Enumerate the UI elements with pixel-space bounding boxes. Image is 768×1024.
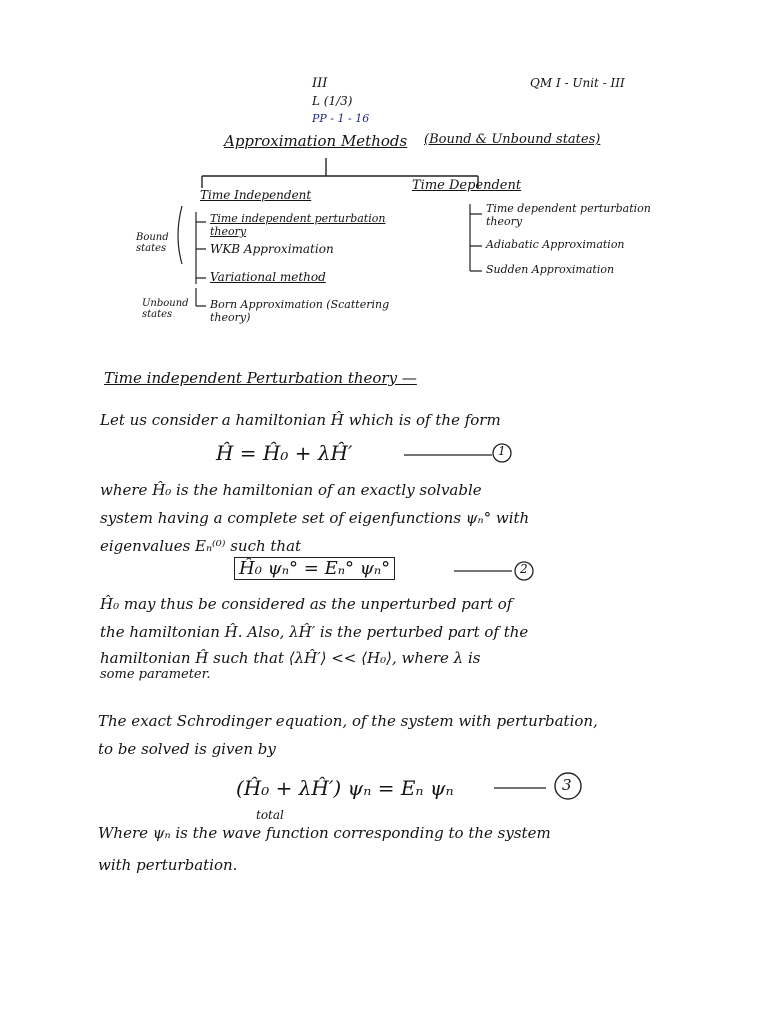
- p2-line2: where Ĥ₀ is the hamiltonian of an exactly solvable: [100, 481, 482, 499]
- right-item-2: Adiabatic Approximation: [486, 238, 625, 251]
- right-item-3: Sudden Approximation: [486, 263, 615, 276]
- p3-line2: to be solved is given by: [98, 740, 276, 758]
- right-item-1: Time dependent perturbation theory: [486, 202, 651, 228]
- equation-2: [234, 557, 395, 580]
- eq3-text: (Ĥ₀ + λĤ′) ψₙ = Eₙ ψₙ: [236, 776, 454, 800]
- unbound-label: Unbound states: [142, 298, 189, 320]
- left-branch: Time Independent: [200, 188, 312, 202]
- p2-line4: eigenvalues Eₙ⁽⁰⁾ such that: [100, 537, 302, 555]
- unit-label: QM I - Unit - III: [530, 76, 625, 90]
- title-suffix: (Bound & Unbound states): [424, 132, 601, 147]
- p3-line1: The exact Schrodinger equation, of the system with perturbation,: [98, 712, 598, 730]
- bound-label: Bound states: [136, 232, 169, 254]
- p2-line7: hamiltonian Ĥ such that ⟨λĤ′⟩ << ⟨H₀⟩, where λ is: [100, 649, 481, 667]
- eq2-number: 2: [520, 562, 528, 576]
- section-heading: Time independent Perturbation theory —: [104, 369, 417, 387]
- left-item-1: Time independent perturbation theory: [210, 212, 386, 238]
- p3-line4: with perturbation.: [98, 856, 238, 874]
- right-branch: Time Dependent: [412, 178, 522, 193]
- notes-panel-3: [96, 700, 674, 888]
- left-item-2: WKB Approximation: [210, 242, 334, 256]
- p2-line3: system having a complete set of eigenfunctions ψₙ° with: [100, 509, 530, 527]
- p2-line8: some parameter.: [100, 667, 211, 682]
- pages-label: PP - 1 - 16: [312, 112, 370, 125]
- p2-line5: Ĥ₀ may thus be considered as the unperturbed part of: [100, 595, 513, 613]
- left-item-4: Born Approximation (Scattering theory): [210, 298, 390, 324]
- lecture-label: L (1/3): [312, 94, 353, 108]
- notes-panel-1: [136, 66, 676, 350]
- left-item-3: Variational method: [210, 270, 326, 284]
- total-note: total: [256, 808, 284, 822]
- p2-line6: the hamiltonian Ĥ. Also, λĤ′ is the perturbed part of the: [100, 623, 529, 641]
- eq1-text: Ĥ = Ĥ₀ + λĤ′: [216, 441, 353, 465]
- eq2-text: Ĥ₀ ψₙ° = Eₙ° ψₙ°: [239, 558, 391, 579]
- p2-line1: Let us consider a hamiltonian Ĥ which is of the form: [100, 411, 501, 429]
- title: Approximation Methods: [224, 132, 408, 150]
- eq1-number: 1: [498, 444, 506, 458]
- roman-label: III: [312, 76, 328, 91]
- eq3-number: 3: [562, 776, 572, 794]
- notes-panel-2: [98, 357, 654, 683]
- p3-line3: Where ψₙ is the wave function corresponding to the system: [98, 824, 551, 842]
